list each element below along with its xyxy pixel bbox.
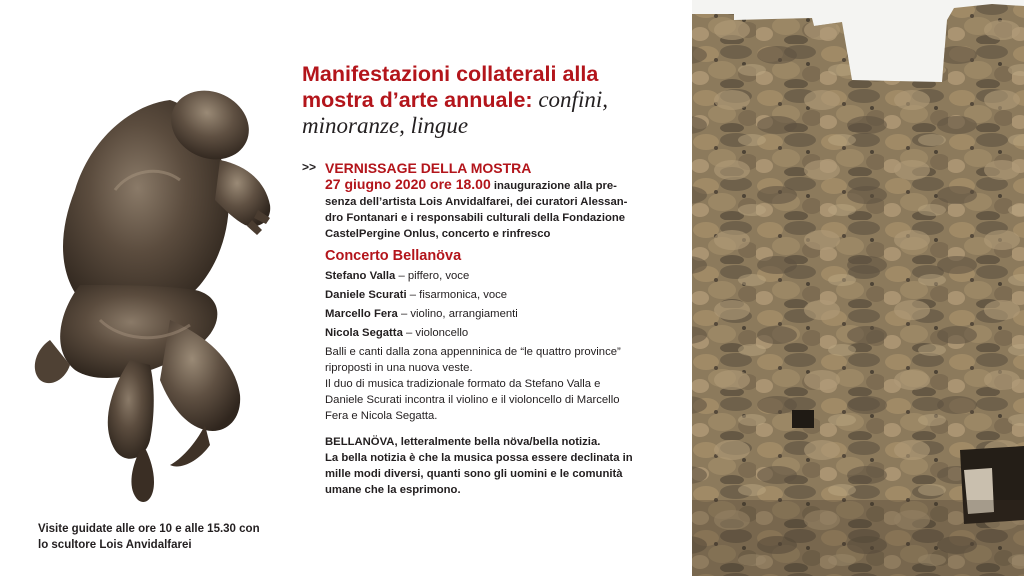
caption-line-1: Visite guidate alle ore 10 e alle 15.30 con [38, 523, 260, 535]
description-section [325, 344, 670, 424]
vernissage-line-2: senza dell’artista Lois Anvidalfarei, dei curatori Alessan- [325, 196, 628, 208]
description-line: Fera e Nicola Segatta. [325, 410, 438, 422]
description-line: Balli e canti dalla zona appenninica de “le quattro province” [325, 346, 621, 358]
vernissage-heading: VERNISSAGE DELLA MOSTRA [325, 160, 532, 176]
list-item [325, 305, 670, 324]
bellanova-line: umane che la esprimono. [325, 484, 461, 496]
description-line: Il duo di musica tradizionale formato da Stefano Valla e [325, 378, 601, 390]
vernissage-date: 27 giugno 2020 ore 18.00 [325, 176, 491, 192]
section-marker: >> [302, 160, 317, 174]
vernissage-line-3: dro Fontanari e i responsabili culturali della Fondazione [325, 212, 626, 224]
list-item [325, 324, 670, 343]
page-title [302, 62, 682, 139]
member-role: – fisarmonica, voce [406, 289, 508, 301]
title-italic-line-3: minoranze, lingue [302, 113, 469, 138]
castle-wall-photo [692, 0, 1024, 576]
bellanova-line: BELLANÖVA, letteralmente bella növa/bella notizia. [325, 436, 601, 448]
member-role: – violoncello [402, 327, 469, 339]
member-name: Marcello Fera [325, 308, 398, 320]
list-item [325, 286, 670, 305]
caption-line-2: lo scultore Lois Anvidalfarei [38, 539, 192, 551]
bellanova-section [325, 434, 670, 498]
guided-tours-caption [38, 521, 298, 553]
vernissage-line-4: CastelPergine Onlus, concerto e rinfresco [325, 228, 551, 240]
description-line: Daniele Scurati incontra il violino e il violoncello di Marcello [325, 394, 620, 406]
member-role: – piffero, voce [395, 270, 470, 282]
vernissage-section [325, 160, 670, 242]
title-red-line-2: mostra d’arte annuale: [302, 88, 533, 112]
concert-section [325, 247, 670, 343]
member-name: Daniele Scurati [325, 289, 407, 301]
list-item [325, 267, 670, 286]
bellanova-line: La bella notizia è che la musica possa essere declinata in [325, 452, 633, 464]
description-line: riproposti in una nuova veste. [325, 362, 473, 374]
bellanova-line: mille modi diversi, quanti sono gli uomini e le comunità [325, 468, 623, 480]
member-role: – violino, arrangiamenti [397, 308, 518, 320]
title-italic-line-2: confini, [532, 87, 608, 112]
member-name: Stefano Valla [325, 270, 396, 282]
concert-title: Concerto Bellanöva [325, 248, 462, 264]
member-name: Nicola Segatta [325, 327, 403, 339]
title-red-line-1: Manifestazioni collaterali alla [302, 62, 599, 86]
vernissage-line-1: inaugurazione alla pre- [490, 180, 617, 192]
bronze-sculpture-image [20, 70, 285, 510]
